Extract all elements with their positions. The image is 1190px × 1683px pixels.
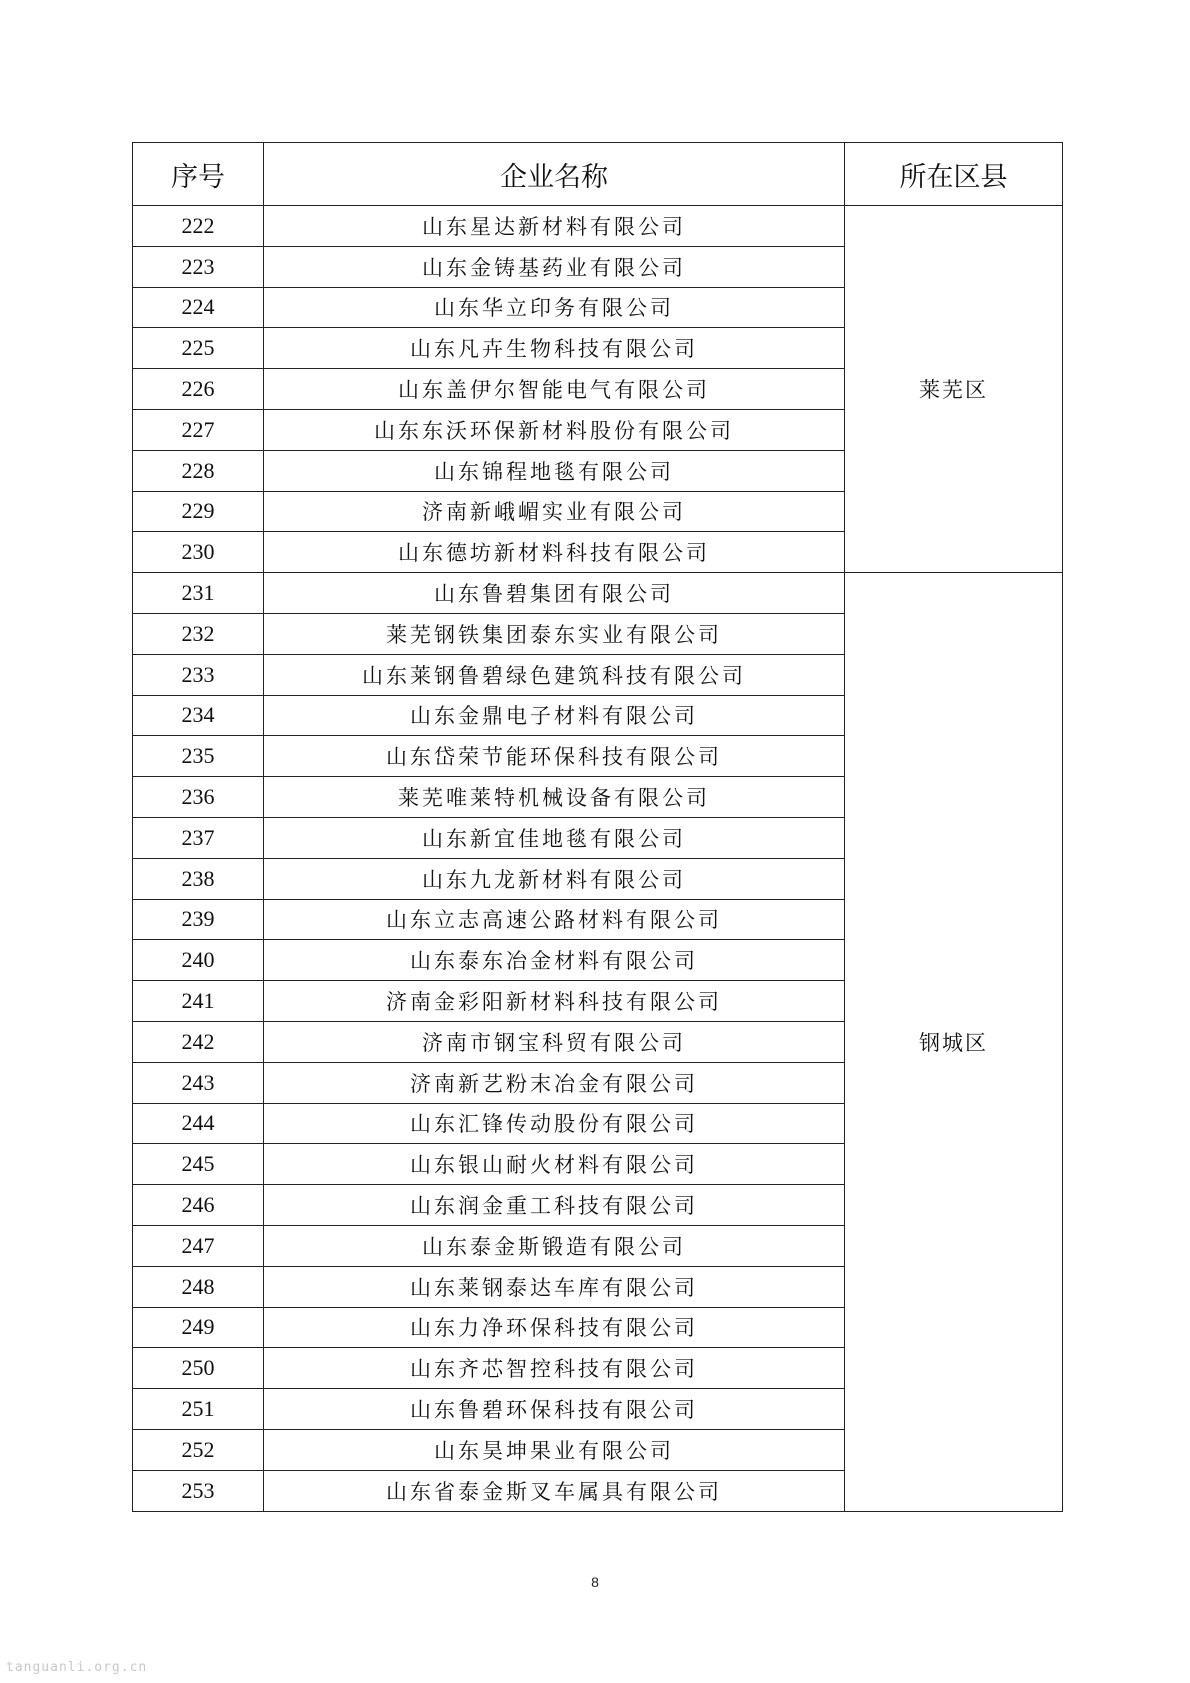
row-index: 231	[133, 573, 264, 614]
company-name: 山东汇锋传动股份有限公司	[264, 1103, 845, 1144]
header-index: 序号	[133, 143, 264, 206]
row-index: 222	[133, 206, 264, 247]
company-name: 济南新峨嵋实业有限公司	[264, 491, 845, 532]
company-name: 山东德坊新材料科技有限公司	[264, 532, 845, 573]
company-name: 山东新宜佳地毯有限公司	[264, 817, 845, 858]
row-index: 223	[133, 246, 264, 287]
row-index: 241	[133, 981, 264, 1022]
district-cell: 莱芜区	[845, 206, 1063, 573]
company-name: 山东九龙新材料有限公司	[264, 858, 845, 899]
row-index: 239	[133, 899, 264, 940]
enterprise-table	[132, 142, 1063, 1512]
company-name: 山东凡卉生物科技有限公司	[264, 328, 845, 369]
company-name: 山东东沃环保新材料股份有限公司	[264, 409, 845, 450]
company-name: 山东莱钢泰达车库有限公司	[264, 1266, 845, 1307]
district-cell: 钢城区	[845, 573, 1063, 1511]
company-name: 山东昊坤果业有限公司	[264, 1429, 845, 1470]
company-name: 山东锦程地毯有限公司	[264, 450, 845, 491]
watermark-text: tanguanli.org.cn	[6, 1660, 148, 1675]
company-name: 山东立志高速公路材料有限公司	[264, 899, 845, 940]
company-name: 济南市钢宝科贸有限公司	[264, 1021, 845, 1062]
table-row	[133, 206, 1063, 247]
row-index: 237	[133, 817, 264, 858]
table-header-row	[133, 143, 1063, 206]
page-number: 8	[591, 1574, 599, 1590]
row-index: 240	[133, 940, 264, 981]
company-name: 山东银山耐火材料有限公司	[264, 1144, 845, 1185]
company-name: 山东鲁碧环保科技有限公司	[264, 1389, 845, 1430]
header-district: 所在区县	[845, 143, 1063, 206]
row-index: 247	[133, 1225, 264, 1266]
row-index: 246	[133, 1185, 264, 1226]
row-index: 226	[133, 369, 264, 410]
row-index: 234	[133, 695, 264, 736]
row-index: 236	[133, 777, 264, 818]
row-index: 253	[133, 1470, 264, 1511]
row-index: 225	[133, 328, 264, 369]
row-index: 250	[133, 1348, 264, 1389]
row-index: 248	[133, 1266, 264, 1307]
company-name: 山东星达新材料有限公司	[264, 206, 845, 247]
company-name: 山东力净环保科技有限公司	[264, 1307, 845, 1348]
company-name: 山东金铸基药业有限公司	[264, 246, 845, 287]
row-index: 227	[133, 409, 264, 450]
company-name: 山东泰金斯锻造有限公司	[264, 1225, 845, 1266]
row-index: 233	[133, 654, 264, 695]
row-index: 242	[133, 1021, 264, 1062]
company-name: 山东泰东冶金材料有限公司	[264, 940, 845, 981]
row-index: 232	[133, 613, 264, 654]
company-name: 山东省泰金斯叉车属具有限公司	[264, 1470, 845, 1511]
row-index: 230	[133, 532, 264, 573]
company-name: 莱芜钢铁集团泰东实业有限公司	[264, 613, 845, 654]
company-name: 山东鲁碧集团有限公司	[264, 573, 845, 614]
table-row	[133, 573, 1063, 614]
row-index: 229	[133, 491, 264, 532]
row-index: 235	[133, 736, 264, 777]
row-index: 238	[133, 858, 264, 899]
row-index: 245	[133, 1144, 264, 1185]
company-name: 山东齐芯智控科技有限公司	[264, 1348, 845, 1389]
company-name: 山东莱钢鲁碧绿色建筑科技有限公司	[264, 654, 845, 695]
company-name: 山东金鼎电子材料有限公司	[264, 695, 845, 736]
company-name: 山东岱荣节能环保科技有限公司	[264, 736, 845, 777]
company-name: 山东盖伊尔智能电气有限公司	[264, 369, 845, 410]
company-name: 济南金彩阳新材料科技有限公司	[264, 981, 845, 1022]
company-name: 济南新艺粉末冶金有限公司	[264, 1062, 845, 1103]
row-index: 228	[133, 450, 264, 491]
company-name: 莱芜唯莱特机械设备有限公司	[264, 777, 845, 818]
row-index: 244	[133, 1103, 264, 1144]
row-index: 251	[133, 1389, 264, 1430]
row-index: 243	[133, 1062, 264, 1103]
company-name: 山东华立印务有限公司	[264, 287, 845, 328]
company-name: 山东润金重工科技有限公司	[264, 1185, 845, 1226]
header-company: 企业名称	[264, 143, 845, 206]
row-index: 249	[133, 1307, 264, 1348]
table-body	[133, 206, 1063, 1512]
row-index: 252	[133, 1429, 264, 1470]
row-index: 224	[133, 287, 264, 328]
